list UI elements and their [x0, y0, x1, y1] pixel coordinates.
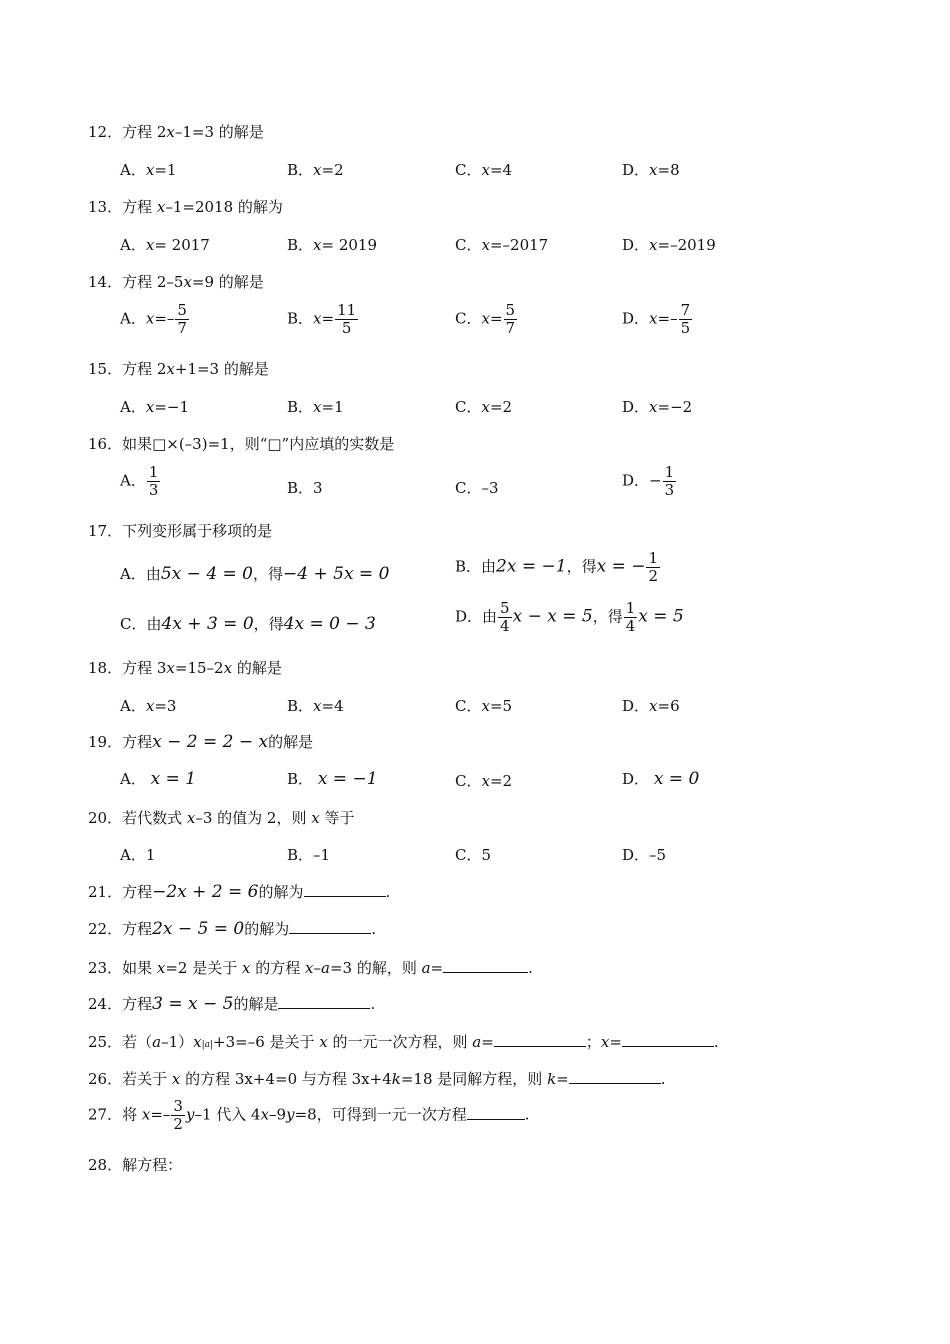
option-a: A．x= 2017: [120, 236, 210, 254]
question-20: 20．若代数式 x–3 的值为 2，则 x 等于: [88, 809, 355, 827]
fraction: $\frac{1}{3}$: [148, 463, 159, 499]
question-13: 13．方程 x–1=2018 的解为: [88, 198, 283, 216]
option-b: B． x = −1: [287, 769, 378, 789]
option-c: C．x=5: [455, 697, 513, 715]
answer-blank[interactable]: [304, 882, 386, 897]
answer-blank[interactable]: [289, 919, 371, 934]
fraction: $\frac{5}{4}$: [500, 599, 510, 635]
answer-blank[interactable]: [443, 958, 528, 973]
question-number: 20．: [88, 809, 123, 827]
option-a: A．由5x − 4 = 0，得−4 + 5x = 0: [120, 564, 390, 584]
option-a: A．x=1: [120, 161, 177, 179]
question-22: 22．方程2x − 5 = 0的解为 .: [88, 919, 377, 939]
question-number: 22．: [88, 920, 123, 938]
question-17: 17．下列变形属于移项的是: [88, 522, 273, 540]
option-b: B．由2x = −1，得x = − $\frac{1}{2}$: [455, 549, 659, 585]
option-a: A． $\frac{1}{3}$: [120, 463, 159, 499]
fraction: $\frac{1}{3}$: [664, 463, 675, 499]
option-d: D． x = 0: [622, 769, 700, 789]
question-24: 24．方程3 = x − 5的解是 .: [88, 994, 376, 1014]
fraction: $\frac{1}{4}$: [625, 599, 636, 635]
question-number: 19．: [88, 733, 123, 751]
question-16: 16．如果□×(–3)=1，则“□”内应填的实数是: [88, 435, 395, 453]
option-c: C．–3: [455, 479, 499, 497]
option-c: C．5: [455, 846, 492, 864]
option-d: D．x=–2019: [622, 236, 716, 254]
fraction: $\frac{7}{5}$: [680, 301, 691, 337]
question-number: 24．: [88, 995, 123, 1013]
option-a: A． x = 1: [120, 769, 197, 789]
option-d: D．x=6: [622, 697, 680, 715]
option-c: C．x=–2017: [455, 236, 549, 254]
question-19: 19．方程x − 2 = 2 − x的解是: [88, 732, 314, 752]
question-number: 27．: [88, 1105, 123, 1124]
option-b: B．3: [287, 479, 323, 497]
option-d: D．由 $\frac{5}{4}$ x − x = 5，得 $\frac{1}{4}$ x = 5: [455, 599, 684, 635]
option-d: D．x=– $\frac{7}{5}$: [622, 301, 691, 337]
option-a: A．x=3: [120, 697, 177, 715]
fraction: $\frac{5}{7}$: [505, 301, 516, 337]
option-b: B．x= 2019: [287, 236, 378, 254]
question-number: 14．: [88, 273, 123, 291]
question-12: 12．方程 2x–1=3 的解是: [88, 123, 264, 141]
option-c: C．x= $\frac{5}{7}$: [455, 301, 516, 337]
option-d: D．− $\frac{1}{3}$: [622, 463, 675, 499]
answer-blank[interactable]: [622, 1032, 714, 1047]
question-28: 28．解方程：: [88, 1156, 183, 1174]
answer-blank[interactable]: [278, 994, 370, 1009]
option-d: D．–5: [622, 846, 667, 864]
fraction: $\frac{5}{7}$: [177, 301, 187, 337]
question-number: 12．: [88, 123, 123, 141]
question-number: 26．: [88, 1070, 123, 1088]
answer-blank[interactable]: [494, 1032, 586, 1047]
question-number: 25．: [88, 1033, 123, 1051]
option-c: C．x=2: [455, 772, 513, 790]
answer-blank[interactable]: [467, 1105, 525, 1120]
option-d: D．x=8: [622, 161, 680, 179]
option-c: C．x=4: [455, 161, 513, 179]
option-b: B．x=1: [287, 398, 344, 416]
question-number: 17．: [88, 522, 123, 540]
question-21: 21．方程−2x + 2 = 6的解为 .: [88, 882, 391, 902]
question-number: 16．: [88, 435, 123, 453]
option-b: B．x= $\frac{11}{5}$: [287, 301, 357, 337]
question-15: 15．方程 2x+1=3 的解是: [88, 360, 269, 378]
option-b: B．x=2: [287, 161, 344, 179]
fraction: $\frac{11}{5}$: [337, 301, 357, 337]
option-c: C．由4x + 3 = 0，得4x = 0 − 3: [120, 614, 376, 634]
option-b: B．–1: [287, 846, 331, 864]
question-number: 13．: [88, 198, 123, 216]
question-18: 18．方程 3x=15–2x 的解是: [88, 659, 282, 677]
option-c: C．x=2: [455, 398, 513, 416]
question-23: 23．如果 x=2 是关于 x 的方程 x–a=3 的解，则 a= .: [88, 959, 533, 977]
question-27: 27．将 x=– $\frac{3}{2}$ y–1 代入 4x–9y=8，可得到一元一次方程 .: [88, 1097, 530, 1133]
question-26: 26．若关于 x 的方程 3x+4=0 与方程 3x+4k=18 是同解方程，则 k= .: [88, 1070, 666, 1088]
option-b: B．x=4: [287, 697, 344, 715]
fraction: $\frac{3}{2}$: [173, 1097, 183, 1133]
question-number: 23．: [88, 959, 123, 977]
question-number: 21．: [88, 883, 123, 901]
option-a: A．x=– $\frac{5}{7}$: [120, 301, 187, 337]
answer-blank[interactable]: [569, 1069, 661, 1084]
option-a: A．x=−1: [120, 398, 189, 416]
question-number: 18．: [88, 659, 123, 677]
question-14: 14．方程 2–5x=9 的解是: [88, 273, 264, 291]
question-number: 15．: [88, 360, 123, 378]
option-d: D．x=−2: [622, 398, 693, 416]
fraction: $\frac{1}{2}$: [648, 549, 659, 585]
question-25: 25．若（a–1）x|a|+3=–6 是关于 x 的一元一次方程，则 a= ；x= .: [88, 1033, 719, 1051]
question-number: 28．: [88, 1156, 123, 1174]
option-a: A．1: [120, 846, 156, 864]
